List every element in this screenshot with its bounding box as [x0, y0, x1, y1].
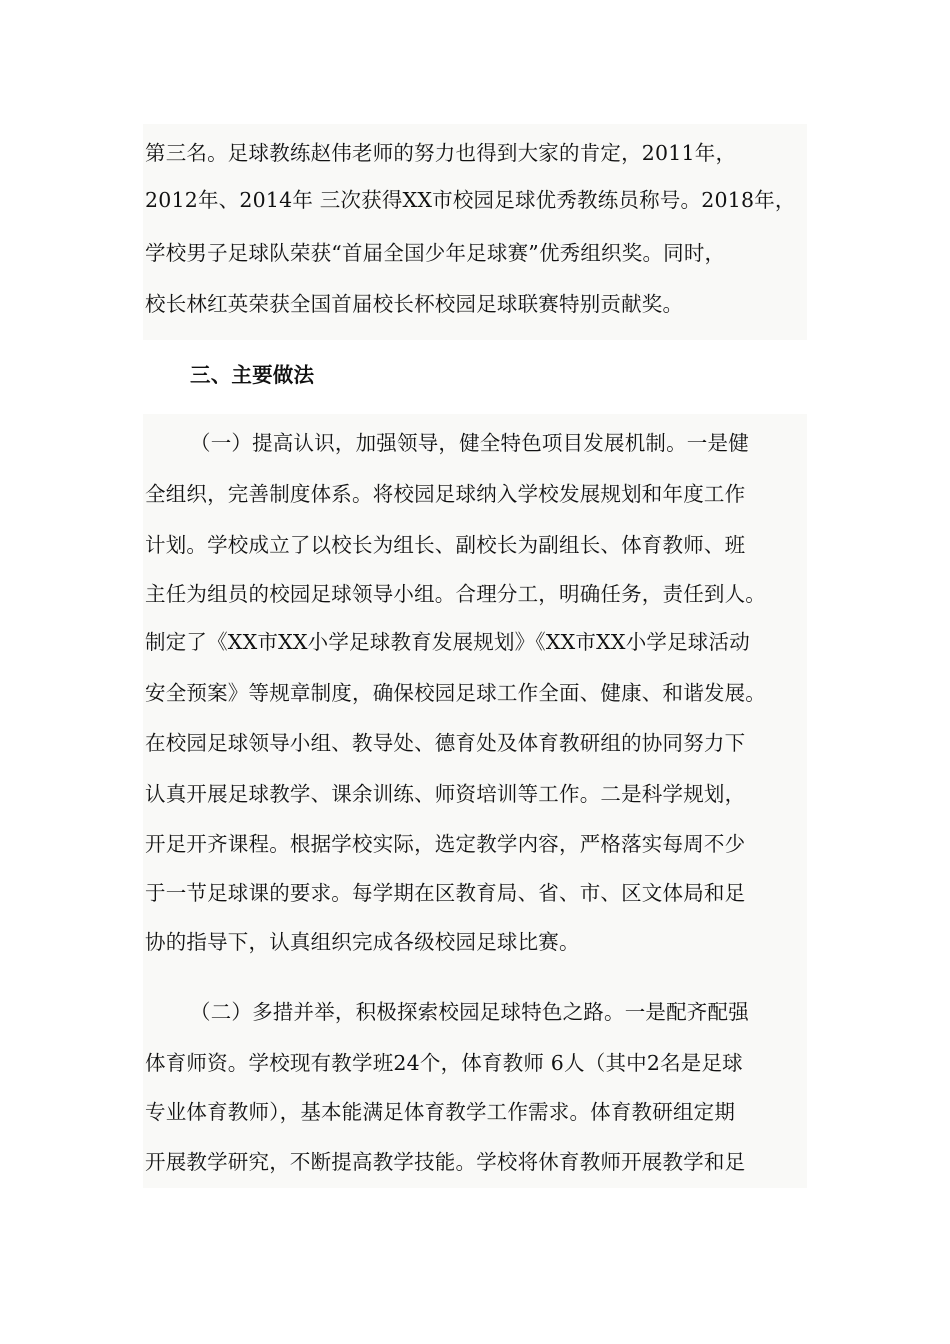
paragraph-line: 认真开展足球教学、课余训练、师资培训等工作。二是科学规划，: [145, 782, 746, 806]
paragraph-line: 计划。学校成立了以校长为组长、副校长为副组长、体育教师、班: [145, 533, 746, 557]
paragraph-line: （二）多措并举，积极探索校园足球特色之路。一是配齐配强: [190, 1000, 749, 1024]
paragraph-line: 学校男子足球队荣获“首届全国少年足球赛”优秀组织奖。同时，: [145, 241, 726, 265]
paragraph-line: 体育师资。学校现有教学班24个，体育教师 6人（其中2名是足球: [145, 1051, 743, 1075]
paragraph-line: 专业体育教师），基本能满足体育教学工作需求。体育教研组定期: [145, 1100, 736, 1124]
paragraph-line: （一）提高认识，加强领导，健全特色项目发展机制。一是健: [190, 431, 749, 455]
paragraph-line: 第三名。足球教练赵伟老师的努力也得到大家的肯定，2011年，: [145, 141, 737, 165]
paragraph-line: 校长林红英荣获全国首届校长杯校园足球联赛特别贡献奖。: [145, 292, 684, 316]
paragraph-line: 主任为组员的校园足球领导小组。合理分工，明确任务，责任到人。: [145, 582, 766, 606]
paragraph-line: 于一节足球课的要求。每学期在区教育局、省、市、区文体局和足: [145, 881, 746, 905]
paragraph-line: 安全预案》等规章制度，确保校园足球工作全面、健康、和谐发展。: [145, 681, 766, 705]
paragraph-line: 在校园足球领导小组、教导处、德育处及体育教研组的协同努力下: [145, 731, 746, 755]
paragraph-line: 协的指导下，认真组织完成各级校园足球比赛。: [145, 930, 580, 954]
paragraph-line: 制定了《XX市XX小学足球教育发展规划》《XX市XX小学足球活动: [145, 630, 750, 654]
paragraph-line: 开足开齐课程。根据学校实际，选定教学内容，严格落实每周不少: [145, 832, 746, 856]
paragraph-line: 全组织，完善制度体系。将校园足球纳入学校发展规划和年度工作: [145, 482, 746, 506]
paragraph-line: 2012年、2014年 三次获得XX市校园足球优秀教练员称号。2018年，: [145, 188, 796, 212]
section-heading: 三、主要做法: [190, 363, 315, 387]
paragraph-line: 开展教学研究，不断提高教学技能。学校将休育教师开展教学和足: [145, 1150, 746, 1174]
